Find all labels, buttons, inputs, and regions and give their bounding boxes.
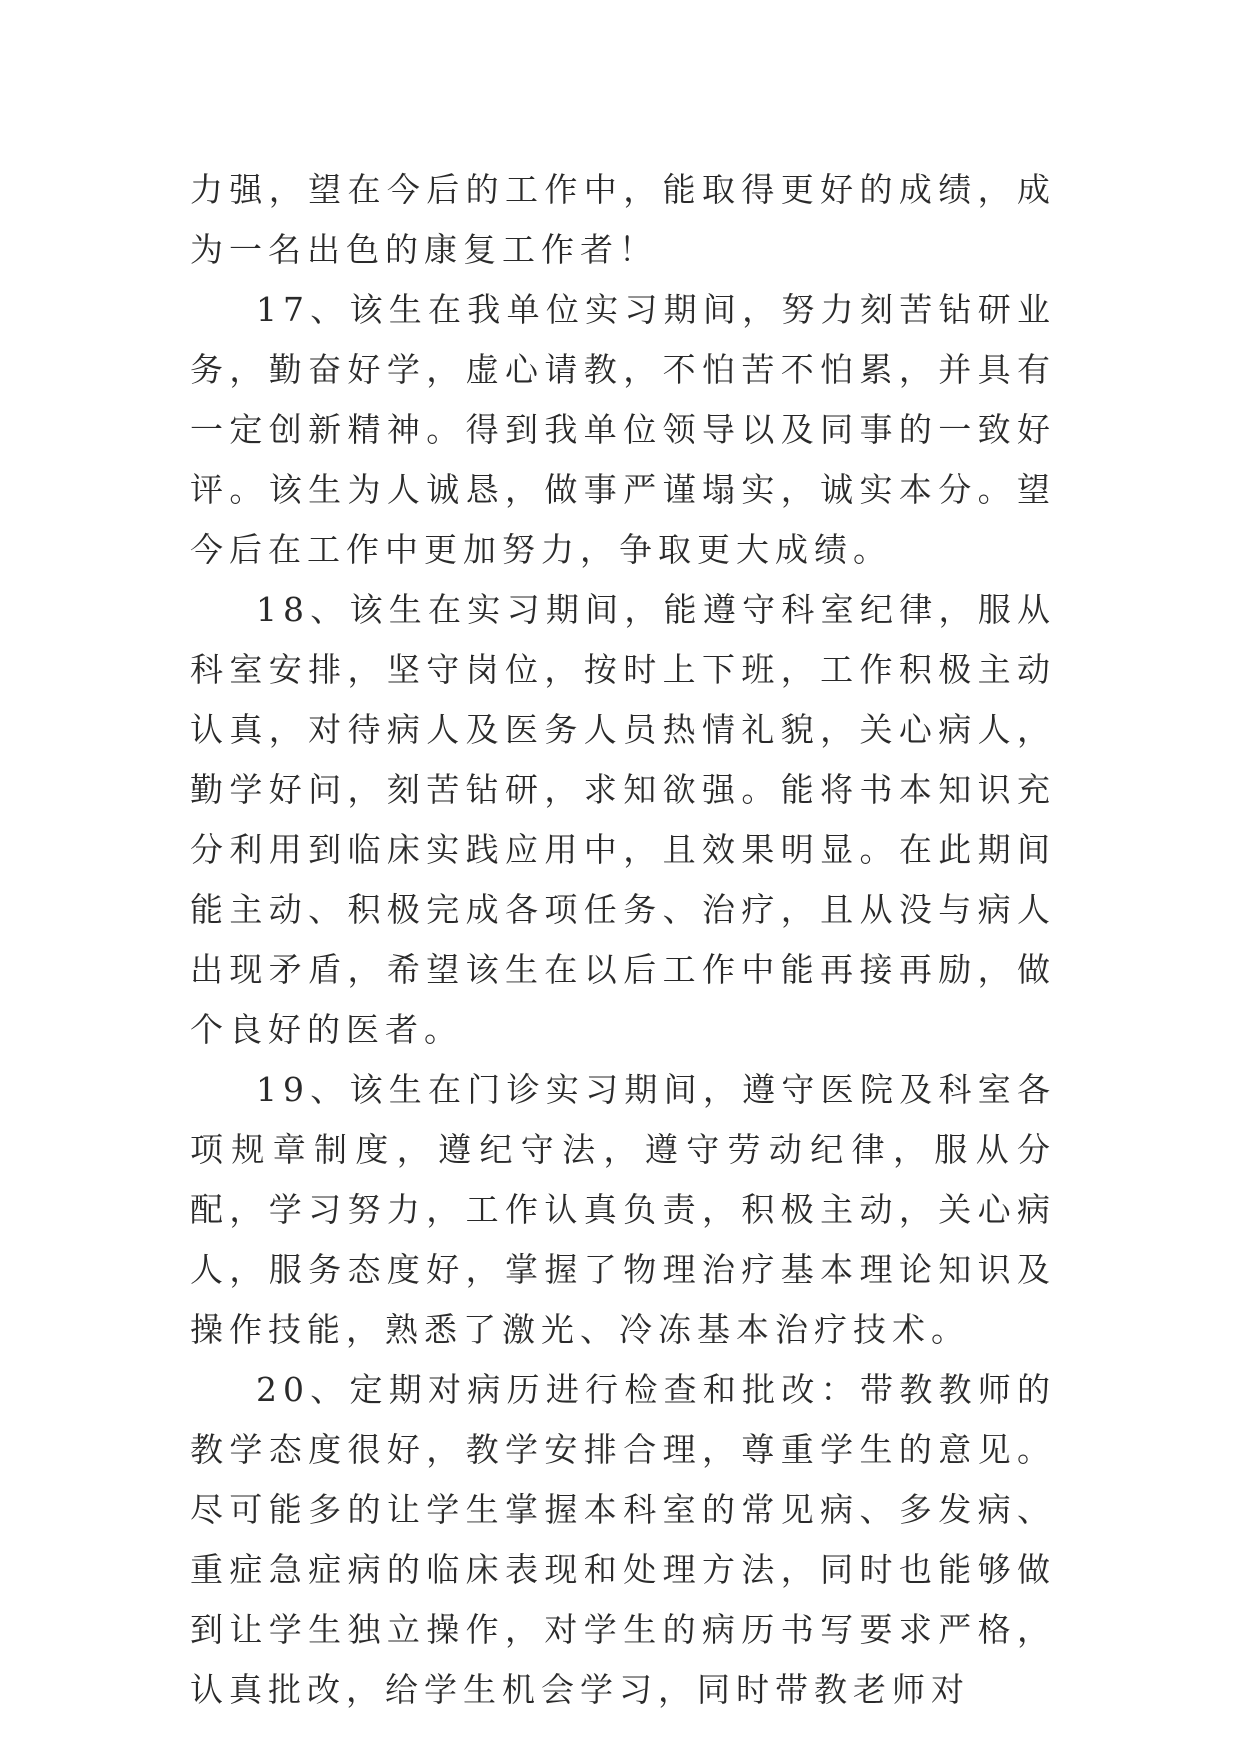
paragraph-16-continued: 力强，望在今后的工作中，能取得更好的成绩，成为一名出色的康复工作者！ [190,170,1056,269]
paragraph-18: 18、该生在实习期间，能遵守科室纪律，服从科室安排，坚守岗位，按时上下班，工作积极主动认真，对待病人及医务人员热情礼貌，关心病人，勤学好问，刻苦钻研，求知欲强。能将书本知识充分利用到临床实践应用中，且效果明显。在此期间能主动、积极完成各项任务、治疗，且从没与病人出现矛盾，希望该生在以后工作中能再接再励，做个良好的医者。 [190,590,1056,1049]
paragraph-19: 19、该生在门诊实习期间，遵守医院及科室各项规章制度，遵纪守法，遵守劳动纪律，服从分配，学习努力，工作认真负责，积极主动，关心病人，服务态度好，掌握了物理治疗基本理论知识及操作技能，熟悉了激光、冷冻基本治疗技术。 [190,1070,1056,1349]
paragraph-17: 17、该生在我单位实习期间，努力刻苦钻研业务，勤奋好学，虚心请教，不怕苦不怕累，并具有一定创新精神。得到我单位领导以及同事的一致好评。该生为人诚恳，做事严谨塌实，诚实本分。望今后在工作中更加努力，争取更大成绩。 [190,290,1056,569]
document-body [190,160,1056,1720]
paragraph-20: 20、定期对病历进行检查和批改：带教教师的教学态度很好，教学安排合理，尊重学生的意见。尽可能多的让学生掌握本科室的常见病、多发病、重症急症病的临床表现和处理方法，同时也能够做到让学生独立操作，对学生的病历书写要求严格，认真批改，给学生机会学习，同时带教老师对 [190,1370,1056,1709]
